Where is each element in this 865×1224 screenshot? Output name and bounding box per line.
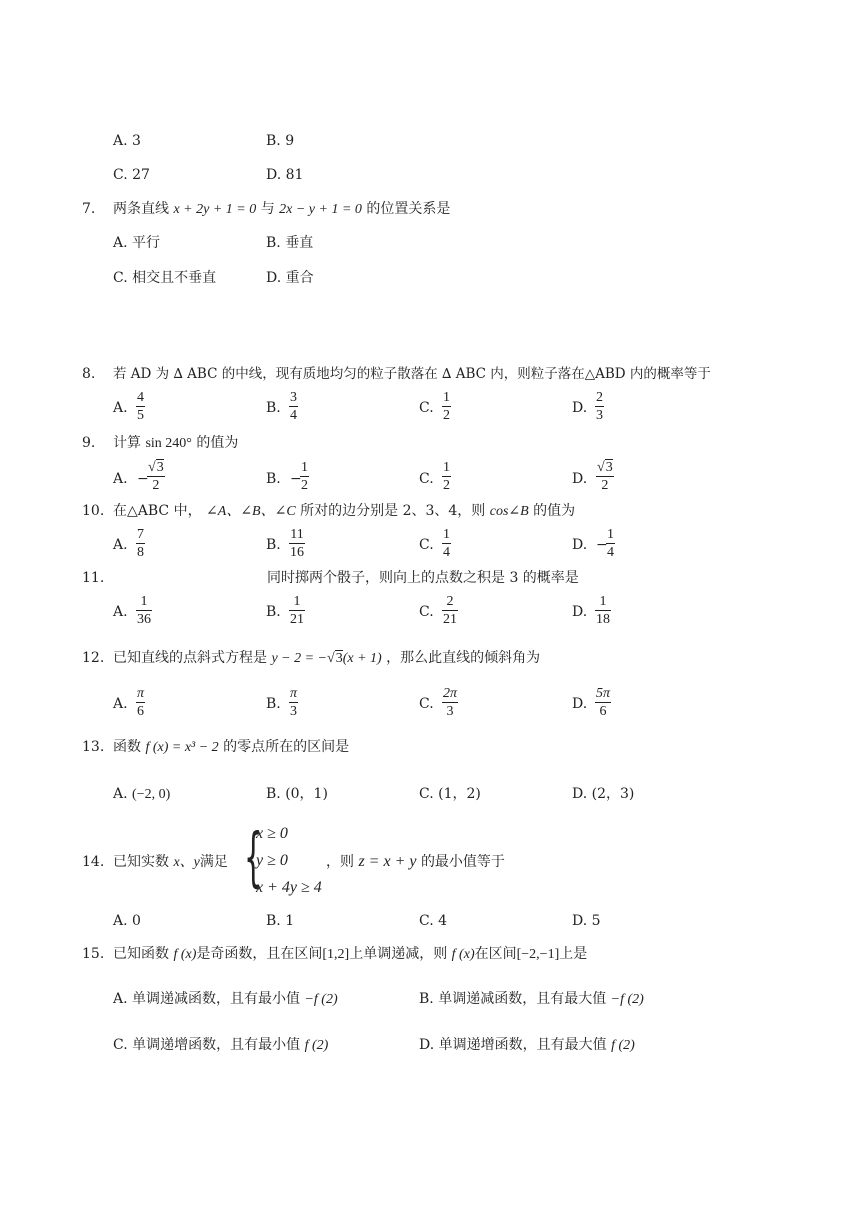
- q7-stem-text: 的位置关系是: [366, 201, 451, 217]
- q9-option-c-label: C.: [419, 471, 434, 487]
- q9-option-d-label: D.: [572, 471, 588, 487]
- q9-stem-text: 的值为: [196, 435, 239, 451]
- q7-stem-text: 与: [260, 201, 275, 217]
- numerator: 1: [443, 527, 450, 542]
- q12-option-b-label: B.: [266, 696, 281, 712]
- q15-option-a: [113, 990, 338, 1009]
- q10-option-d-sign: −: [596, 537, 608, 553]
- q12-equation-sqrt: √3: [327, 651, 343, 666]
- radicand: 3: [605, 460, 613, 475]
- numerator: 1: [289, 593, 305, 611]
- q11-option-b-label: B.: [266, 604, 281, 620]
- q15-interval-2: [−2,−1]: [516, 947, 560, 962]
- q13-option-a-label: A.: [113, 786, 128, 802]
- q10-option-a-fraction: [136, 526, 145, 561]
- q7-line1-equation: x + 2y + 1 = 0: [173, 202, 257, 217]
- q10-option-b-label: B.: [266, 537, 281, 553]
- q8-number: 8.: [82, 366, 96, 382]
- q10-angles: ∠A、∠B、∠C: [206, 504, 296, 519]
- q9-expression: sin 240°: [145, 436, 192, 451]
- q13-option-a-interval: (−2, 0): [132, 787, 171, 802]
- q14-constraint-3: x + 4y ≥ 4: [256, 879, 322, 896]
- denominator: 4: [290, 408, 297, 423]
- q9-option-c-fraction: [442, 459, 451, 494]
- q10-option-d-label: D.: [572, 537, 588, 553]
- numerator: 1: [301, 460, 308, 475]
- q13-option-b: B. (0，1): [266, 786, 328, 802]
- q9-option-d-fraction: [596, 459, 614, 494]
- q9-stem-text: 计算: [113, 435, 141, 451]
- denominator: 2: [301, 478, 308, 493]
- numerator: 1: [443, 460, 450, 475]
- denominator: 2: [601, 478, 609, 493]
- q14-number: 14.: [82, 854, 105, 870]
- q7-option-b: B. 垂直: [266, 235, 314, 251]
- q13-stem: [113, 738, 349, 757]
- q14-option-a: A. 0: [113, 913, 141, 929]
- q12-option-d-label: D.: [572, 696, 588, 712]
- q13-number: 13.: [82, 739, 105, 755]
- q14-option-b: B. 1: [266, 913, 295, 929]
- q6-option-b: B. 9: [266, 133, 295, 149]
- q8-option-b-fraction: [289, 389, 298, 424]
- q6-option-d: D. 81: [266, 167, 304, 183]
- q15-option-b-text: B. 单调递减函数，且有最大值: [419, 991, 607, 1007]
- numerator: 3: [290, 390, 297, 405]
- q7-option-a: A. 平行: [113, 235, 161, 251]
- q11-option-c-fraction: [442, 593, 458, 628]
- q9-option-b-label: B.: [266, 471, 281, 487]
- denominator: 18: [596, 612, 610, 627]
- left-brace-icon: {: [244, 821, 263, 895]
- numerator: 1: [443, 390, 450, 405]
- q15-option-c-expression: f (2): [304, 1038, 329, 1053]
- denominator: 4: [443, 545, 450, 560]
- denominator: 6: [599, 704, 607, 719]
- q15-option-c-text: C. 单调递增函数，且有最小值: [113, 1037, 301, 1053]
- q11-stem: 同时掷两个骰子，则向上的点数之积是 3 的概率是: [267, 570, 579, 586]
- q6-option-c: C. 27: [113, 167, 150, 183]
- q12-number: 12.: [82, 650, 105, 666]
- q7-stem-text: 两条直线: [113, 201, 169, 217]
- q12-option-c-label: C.: [419, 696, 434, 712]
- denominator: 8: [137, 545, 144, 560]
- q15-interval-1: [1,2]: [322, 947, 350, 962]
- q14-stem-text: 的最小值等于: [420, 854, 505, 870]
- q15-option-a-text: A. 单调递减函数，且有最小值: [113, 991, 301, 1007]
- q10-option-c-fraction: [442, 526, 451, 561]
- q14-stem-right: [326, 853, 505, 871]
- denominator: 3: [596, 408, 603, 423]
- q15-number: 15.: [82, 946, 105, 962]
- numerator: √3: [597, 460, 613, 475]
- q9-option-a-sign: −: [137, 471, 149, 487]
- denominator: 2: [443, 478, 450, 493]
- q15-option-a-expression: −f (2): [304, 992, 338, 1007]
- q9-option-a-fraction: [147, 459, 165, 494]
- q14-stem-text: 满足: [199, 854, 228, 870]
- q12-stem-text: 已知直线的点斜式方程是: [113, 650, 267, 666]
- q8-option-b-label: B.: [266, 400, 281, 416]
- q14-option-c: C. 4: [419, 913, 448, 929]
- q9-stem: [113, 434, 238, 453]
- q13-stem-text: 的零点所在的区间是: [223, 739, 350, 755]
- q8-stem: 若 AD 为 ∆ ABC 的中线，现有质地均匀的粒子散落在 ∆ ABC 内，则粒子落在△ABD 内的概率等于: [113, 366, 711, 382]
- q15-option-d: [419, 1036, 635, 1055]
- q12-option-d-fraction: [595, 685, 611, 720]
- q15-option-b-expression: −f (2): [610, 992, 644, 1007]
- q9-option-b-sign: −: [290, 471, 302, 487]
- q7-option-c: C. 相交且不垂直: [113, 270, 217, 286]
- q12-option-c-fraction: [442, 685, 458, 720]
- numerator: 5π: [596, 686, 611, 701]
- radicand: 3: [335, 651, 343, 666]
- q14-stem-text: 已知实数: [113, 854, 169, 870]
- numerator: 2: [596, 390, 603, 405]
- q12-equation-left: y − 2 = −: [271, 651, 328, 666]
- q11-option-d-label: D.: [572, 604, 588, 620]
- q14-objective-expression: z = x + y: [358, 853, 417, 870]
- numerator: 11: [290, 527, 304, 542]
- q15-function: f (x): [451, 947, 475, 962]
- q9-option-b-fraction: [300, 459, 309, 494]
- q10-stem-text: 所对的边分别是 2、3、4，则: [300, 503, 486, 519]
- q14-constraint-1: x ≥ 0: [256, 825, 288, 842]
- q10-option-a-label: A.: [113, 537, 128, 553]
- denominator: 21: [443, 612, 457, 627]
- q15-stem-text: 已知函数: [113, 946, 169, 962]
- q12-stem-text: ，那么此直线的倾斜角为: [386, 650, 541, 666]
- q14-stem-left: [113, 853, 228, 872]
- numerator: π: [290, 686, 298, 701]
- q7-number: 7.: [82, 201, 96, 217]
- q15-option-d-expression: f (2): [611, 1038, 635, 1053]
- q13-stem-text: 函数: [113, 739, 141, 755]
- q15-option-d-text: D. 单调递增函数，且有最大值: [419, 1037, 607, 1053]
- denominator: 21: [290, 612, 304, 627]
- q10-stem-text: 在△ABC 中，: [113, 503, 202, 519]
- q13-option-d: D. (2，3): [572, 786, 635, 802]
- q14-constraint-2: y ≥ 0: [256, 852, 288, 869]
- numerator: √3: [148, 460, 164, 475]
- numerator: π: [137, 686, 145, 701]
- q8-option-c-fraction: [442, 389, 451, 424]
- q13-option-a: [113, 785, 170, 804]
- q12-stem: [113, 649, 540, 668]
- q12-option-a-label: A.: [113, 696, 128, 712]
- q14-option-d: D. 5: [572, 913, 601, 929]
- q11-option-a-fraction: [136, 593, 152, 628]
- q11-option-d-fraction: [595, 593, 611, 628]
- q13-option-c: C. (1，2): [419, 786, 481, 802]
- q8-option-c-label: C.: [419, 400, 434, 416]
- q10-expression: cos∠B: [489, 504, 529, 519]
- q10-stem: [113, 502, 575, 521]
- denominator: 3: [290, 704, 297, 719]
- q12-equation-right: (x + 1): [342, 651, 382, 666]
- q15-option-c: [113, 1036, 328, 1055]
- q15-stem-text: 上是: [559, 946, 588, 962]
- q10-option-b-fraction: [289, 526, 305, 561]
- q10-number: 10.: [82, 503, 105, 519]
- denominator: 4: [607, 545, 614, 560]
- denominator: 2: [152, 478, 160, 493]
- q7-line2-equation: 2x − y + 1 = 0: [279, 202, 362, 217]
- radicand: 3: [156, 460, 164, 475]
- denominator: 5: [137, 408, 144, 423]
- q10-stem-text: 的值为: [533, 503, 576, 519]
- q14-stem-text: ，则: [326, 854, 354, 870]
- q12-option-a-fraction: [136, 685, 145, 720]
- q6-option-a: A. 3: [113, 133, 141, 149]
- numerator: 1: [607, 527, 614, 542]
- q10-option-c-label: C.: [419, 537, 434, 553]
- q9-number: 9.: [82, 435, 96, 451]
- q13-function-expression: f (x) = x³ − 2: [145, 740, 219, 755]
- q7-option-d: D. 重合: [266, 270, 314, 286]
- q8-option-a-label: A.: [113, 400, 128, 416]
- numerator: 2: [442, 593, 458, 611]
- q14-variables: x、y: [173, 855, 200, 870]
- q15-stem-text: 是奇函数，且在区间: [196, 946, 323, 962]
- denominator: 36: [137, 612, 151, 627]
- q11-option-c-label: C.: [419, 604, 434, 620]
- q10-option-d-fraction: [606, 526, 615, 561]
- numerator: 7: [137, 527, 144, 542]
- q15-stem-text: 在区间: [474, 946, 517, 962]
- q12-option-b-fraction: [289, 685, 298, 720]
- q11-option-b-fraction: [289, 593, 305, 628]
- denominator: 16: [290, 545, 304, 560]
- q8-option-d-fraction: [595, 389, 604, 424]
- denominator: 2: [443, 408, 450, 423]
- numerator: 2π: [443, 686, 458, 701]
- numerator: 1: [136, 593, 152, 611]
- denominator: 6: [137, 704, 144, 719]
- numerator: 1: [595, 593, 611, 611]
- q11-number: 11.: [82, 570, 105, 586]
- q8-option-a-fraction: [136, 389, 145, 424]
- q11-option-a-label: A.: [113, 604, 128, 620]
- denominator: 3: [446, 704, 454, 719]
- q15-stem-text: 上单调递减，则: [349, 946, 448, 962]
- q15-stem: [113, 945, 587, 964]
- q8-option-d-label: D.: [572, 400, 588, 416]
- q9-option-a-label: A.: [113, 471, 128, 487]
- numerator: 4: [137, 390, 144, 405]
- q7-stem: [113, 200, 450, 219]
- q15-option-b: [419, 990, 644, 1009]
- q15-function: f (x): [173, 947, 197, 962]
